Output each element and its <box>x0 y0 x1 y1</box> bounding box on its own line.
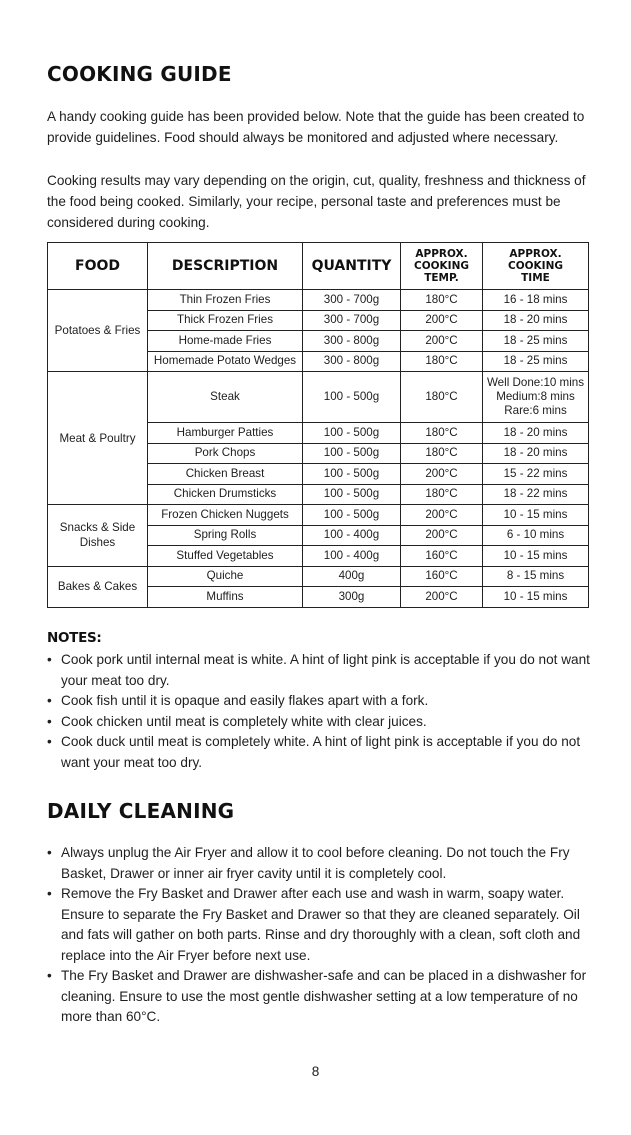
group-potatoes: Potatoes & Fries <box>48 290 148 372</box>
bullet-icon: • <box>47 734 52 749</box>
cell-temp: 180°C <box>401 423 483 444</box>
bullet-icon: • <box>47 693 52 708</box>
cell-temp: 200°C <box>401 587 483 608</box>
cleaning-list <box>47 843 592 1028</box>
cell-temp: 180°C <box>401 443 483 464</box>
cell-time: 18 - 20 mins <box>483 443 589 464</box>
cell-description: Muffins <box>148 587 303 608</box>
note-text: Cook pork until internal meat is white. A hint of light pink is acceptable if you do not want your meat too dry. <box>61 652 590 688</box>
note-text: Cook fish until it is opaque and easily flakes apart with a fork. <box>61 693 429 708</box>
cell-temp: 180°C <box>401 484 483 505</box>
list-item <box>47 884 592 966</box>
cell-description: Thick Frozen Fries <box>148 310 303 331</box>
header-time-line: APPROX. <box>509 248 562 260</box>
steak-time-line: Rare:6 mins <box>504 404 567 417</box>
header-time <box>483 243 589 290</box>
cell-temp: 160°C <box>401 546 483 567</box>
cell-time: 8 - 15 mins <box>483 566 589 587</box>
cell-quantity: 300 - 700g <box>303 310 401 331</box>
notes-heading: NOTES: <box>47 630 102 646</box>
group-snacks-line: Snacks & Side <box>59 521 136 535</box>
cell-quantity: 100 - 400g <box>303 546 401 567</box>
cell-time <box>483 372 589 423</box>
cell-temp: 180°C <box>401 372 483 423</box>
list-item <box>47 650 592 691</box>
cleaning-text: Always unplug the Air Fryer and allow it to cool before cleaning. Do not touch the Fry Basket, Drawer or inner air fryer cavity until it is completely cool. <box>61 845 570 881</box>
cell-description: Pork Chops <box>148 443 303 464</box>
header-food: FOOD <box>48 243 148 290</box>
cooking-guide-table <box>47 242 589 608</box>
cell-quantity: 300 - 800g <box>303 331 401 352</box>
cell-time: 15 - 22 mins <box>483 464 589 485</box>
table-row <box>48 290 589 311</box>
cell-time: 6 - 10 mins <box>483 525 589 546</box>
cell-description: Steak <box>148 372 303 423</box>
list-item <box>47 732 592 773</box>
daily-cleaning-heading: DAILY CLEANING <box>47 799 235 823</box>
cell-temp: 180°C <box>401 290 483 311</box>
cell-temp: 200°C <box>401 310 483 331</box>
cell-quantity: 100 - 500g <box>303 443 401 464</box>
header-description: DESCRIPTION <box>148 243 303 290</box>
cell-quantity: 400g <box>303 566 401 587</box>
group-snacks-line: Dishes <box>79 536 116 550</box>
cell-description: Hamburger Patties <box>148 423 303 444</box>
cell-quantity: 100 - 500g <box>303 372 401 423</box>
note-text: Cook duck until meat is completely white. A hint of light pink is acceptable if you do not want your meat too dry. <box>61 734 581 770</box>
cell-temp: 160°C <box>401 566 483 587</box>
cell-time: 18 - 20 mins <box>483 310 589 331</box>
cell-description: Home-made Fries <box>148 331 303 352</box>
note-text: Cook chicken until meat is completely white with clear juices. <box>61 713 427 729</box>
cell-quantity: 100 - 400g <box>303 525 401 546</box>
table-row <box>48 566 589 587</box>
header-temp <box>401 243 483 290</box>
cell-time: 18 - 25 mins <box>483 351 589 372</box>
cell-time: 10 - 15 mins <box>483 505 589 526</box>
cell-quantity: 300 - 700g <box>303 290 401 311</box>
table-row <box>48 372 589 423</box>
cell-time: 10 - 15 mins <box>483 587 589 608</box>
page-number: 8 <box>311 1064 320 1079</box>
cell-temp: 200°C <box>401 331 483 352</box>
bullet-icon: • <box>47 652 52 667</box>
cell-quantity: 100 - 500g <box>303 484 401 505</box>
cell-time: 10 - 15 mins <box>483 546 589 567</box>
cell-description: Chicken Drumsticks <box>148 484 303 505</box>
cell-description: Homemade Potato Wedges <box>148 351 303 372</box>
header-time-line: TIME <box>521 272 550 284</box>
table-header-row <box>48 243 589 290</box>
bullet-icon: • <box>47 968 52 983</box>
list-item <box>47 843 592 884</box>
cell-temp: 200°C <box>401 525 483 546</box>
cell-description: Stuffed Vegetables <box>148 546 303 567</box>
bullet-icon: • <box>47 845 52 860</box>
intro-paragraph-2: Cooking results may vary depending on the origin, cut, quality, freshness and thickness of the food being cooked. Similarly, your recipe, personal taste and preferences must be considered during cooking. <box>47 173 586 230</box>
cell-description: Thin Frozen Fries <box>148 290 303 311</box>
cell-quantity: 100 - 500g <box>303 464 401 485</box>
cell-description: Frozen Chicken Nuggets <box>148 505 303 526</box>
cell-quantity: 100 - 500g <box>303 423 401 444</box>
cell-time: 18 - 20 mins <box>483 423 589 444</box>
cleaning-text: Remove the Fry Basket and Drawer after each use and wash in warm, soapy water. Ensure to separate the Fry Basket and Drawer so that they are cleaned separately. Oil and fats will gather on both parts. Rinse and dry thoroughly with a clean, soft cloth and replace into the Air Fryer before next use. <box>61 886 581 963</box>
cell-description: Quiche <box>148 566 303 587</box>
table-row <box>48 505 589 526</box>
group-bakes: Bakes & Cakes <box>48 566 148 607</box>
group-meat: Meat & Poultry <box>48 372 148 505</box>
cell-description: Chicken Breast <box>148 464 303 485</box>
cell-time: 18 - 25 mins <box>483 331 589 352</box>
bullet-icon: • <box>47 886 52 901</box>
cell-time: 16 - 18 mins <box>483 290 589 311</box>
group-snacks <box>48 505 148 567</box>
cell-description: Spring Rolls <box>148 525 303 546</box>
cell-quantity: 300 - 800g <box>303 351 401 372</box>
list-item <box>47 966 592 1028</box>
header-temp-line: TEMP. <box>424 272 459 284</box>
list-item <box>47 712 592 733</box>
steak-time-line: Medium:8 mins <box>496 390 575 403</box>
cell-quantity: 100 - 500g <box>303 505 401 526</box>
cell-time: 18 - 22 mins <box>483 484 589 505</box>
cell-temp: 180°C <box>401 351 483 372</box>
cell-quantity: 300g <box>303 587 401 608</box>
cell-temp: 200°C <box>401 505 483 526</box>
cleaning-text: The Fry Basket and Drawer are dishwasher-safe and can be placed in a dishwasher for cleaning. Ensure to use the most gentle dishwasher setting at a low temperature of no more than 60°C. <box>61 968 587 1024</box>
header-temp-line: APPROX. <box>415 248 468 260</box>
steak-time-line: Well Done:10 mins <box>486 376 585 389</box>
notes-list <box>47 650 592 773</box>
header-time-line: COOKING <box>507 260 563 272</box>
cell-temp: 200°C <box>401 464 483 485</box>
list-item <box>47 691 592 712</box>
cooking-guide-heading: COOKING GUIDE <box>47 62 232 86</box>
header-quantity: QUANTITY <box>303 243 401 290</box>
intro-paragraph-1: A handy cooking guide has been provided below. Note that the guide has been created to provide guidelines. Food should always be monitored and adjusted where necessary. <box>47 109 585 145</box>
bullet-icon: • <box>47 713 52 729</box>
header-temp-line: COOKING <box>413 260 469 272</box>
